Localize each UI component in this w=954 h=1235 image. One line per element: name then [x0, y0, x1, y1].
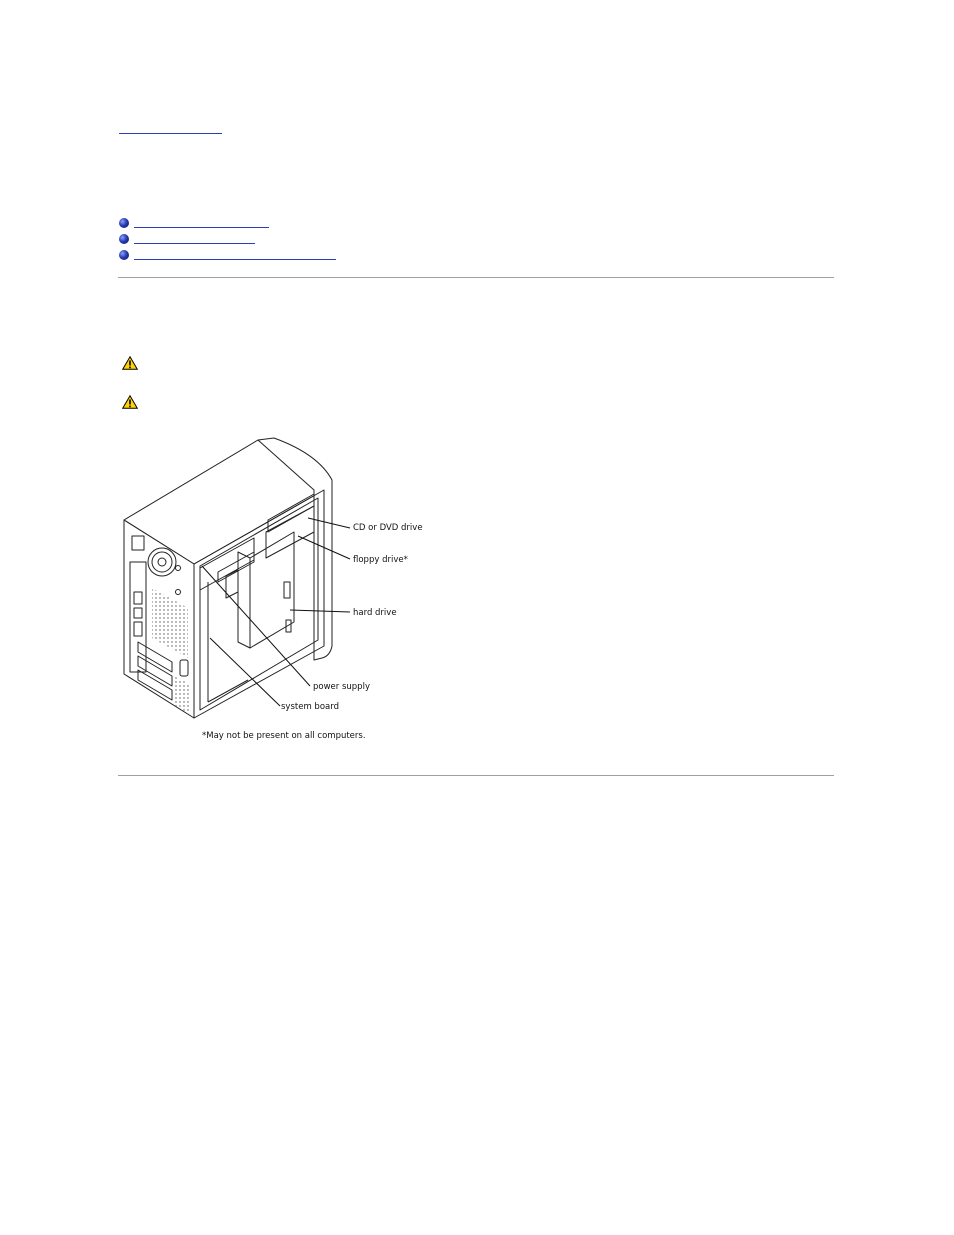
toc-item: [119, 247, 336, 263]
computer-illustration: [118, 432, 428, 748]
label-power-supply: power supply: [313, 682, 370, 692]
bullet-icon: [119, 218, 129, 228]
label-floppy-drive: floppy drive*: [353, 555, 408, 565]
toc-item: [119, 231, 336, 247]
toc-link-2[interactable]: [134, 235, 255, 244]
back-to-contents-link[interactable]: [119, 124, 222, 134]
label-system-board: system board: [281, 702, 339, 712]
toc-link-1[interactable]: [134, 219, 269, 228]
toc-link-3[interactable]: [134, 251, 336, 260]
caution-icon: [122, 356, 138, 370]
toc-item: [119, 215, 336, 231]
bullet-icon: [119, 250, 129, 260]
label-cd-dvd-drive: CD or DVD drive: [353, 523, 423, 533]
section-divider: [118, 775, 834, 776]
computer-interior-figure: [118, 432, 428, 748]
caution-icon: [122, 395, 138, 409]
figure-footnote: *May not be present on all computers.: [202, 731, 366, 741]
section-divider: [118, 277, 834, 278]
table-of-contents: [119, 215, 336, 263]
label-hard-drive: hard drive: [353, 608, 397, 618]
bullet-icon: [119, 234, 129, 244]
